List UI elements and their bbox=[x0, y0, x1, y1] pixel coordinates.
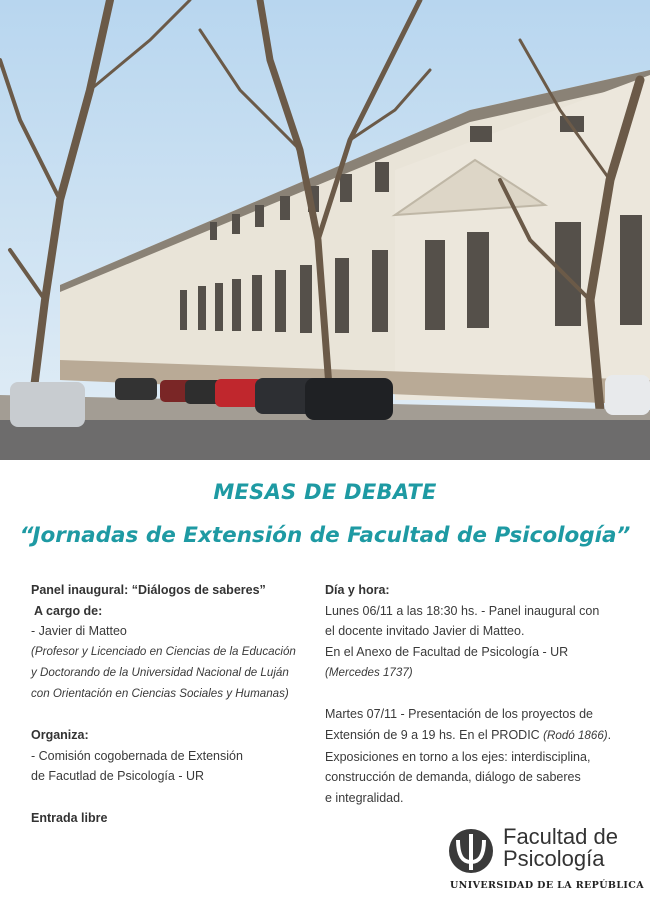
schedule-line: Lunes 06/11 a las 18:30 hs. - Panel inaugural con bbox=[325, 603, 600, 618]
speaker-name: - Javier di Matteo bbox=[31, 624, 127, 639]
event-subtitle: “Jornadas de Extensión de Facultad de Psicología” bbox=[19, 523, 631, 548]
entrada-libre: Entrada libre bbox=[31, 810, 108, 825]
schedule-text: Extensión de 9 a 19 hs. En el PRODIC bbox=[325, 727, 544, 742]
organiza-heading: Organiza: bbox=[31, 727, 89, 742]
psi-logo-icon bbox=[448, 828, 494, 874]
organiza-line: - Comisión cogobernada de Extensión bbox=[31, 748, 243, 763]
charge-heading: A cargo de: bbox=[34, 603, 103, 618]
schedule-line: En el Anexo de Facultad de Psicología - UR bbox=[325, 645, 569, 660]
event-title: MESAS DE DEBATE bbox=[213, 480, 437, 504]
speaker-bio-line: y Doctorando de la Universidad Nacional de Luján bbox=[31, 665, 289, 679]
speaker-bio-line: (Profesor y Licenciado en Ciencias de la Educación bbox=[31, 645, 296, 659]
logo-university: UNIVERSIDAD DE LA REPÚBLICA bbox=[450, 880, 644, 891]
schedule-address: (Rodó 1866) bbox=[543, 728, 608, 742]
panel-heading: Panel inaugural: “Diálogos de saberes” bbox=[31, 583, 266, 597]
schedule-line: e integralidad. bbox=[325, 791, 404, 806]
schedule-line bbox=[325, 725, 625, 747]
schedule-line: construcción de demanda, diálogo de saberes bbox=[325, 770, 581, 785]
schedule-line: Exposiciones en torno a los ejes: interdisciplina, bbox=[325, 749, 591, 764]
schedule-line: Martes 07/11 - Presentación de los proyectos de bbox=[325, 707, 593, 722]
logo-line2: Psicología bbox=[503, 846, 605, 871]
speaker-bio-line: con Orientación en Ciencias Sociales y Humanas) bbox=[31, 686, 289, 700]
right-column bbox=[325, 580, 625, 809]
schedule-line: el docente invitado Javier di Matteo. bbox=[325, 624, 525, 639]
logo-line1: Facultad de bbox=[503, 824, 618, 849]
schedule-address: (Mercedes 1737) bbox=[325, 665, 413, 679]
schedule-text: . bbox=[607, 727, 612, 742]
left-column bbox=[31, 580, 313, 828]
schedule-heading: Día y hora: bbox=[325, 583, 390, 597]
faculty-logo bbox=[448, 824, 644, 896]
organiza-line: de Facutlad de Psicología - UR bbox=[31, 769, 205, 784]
